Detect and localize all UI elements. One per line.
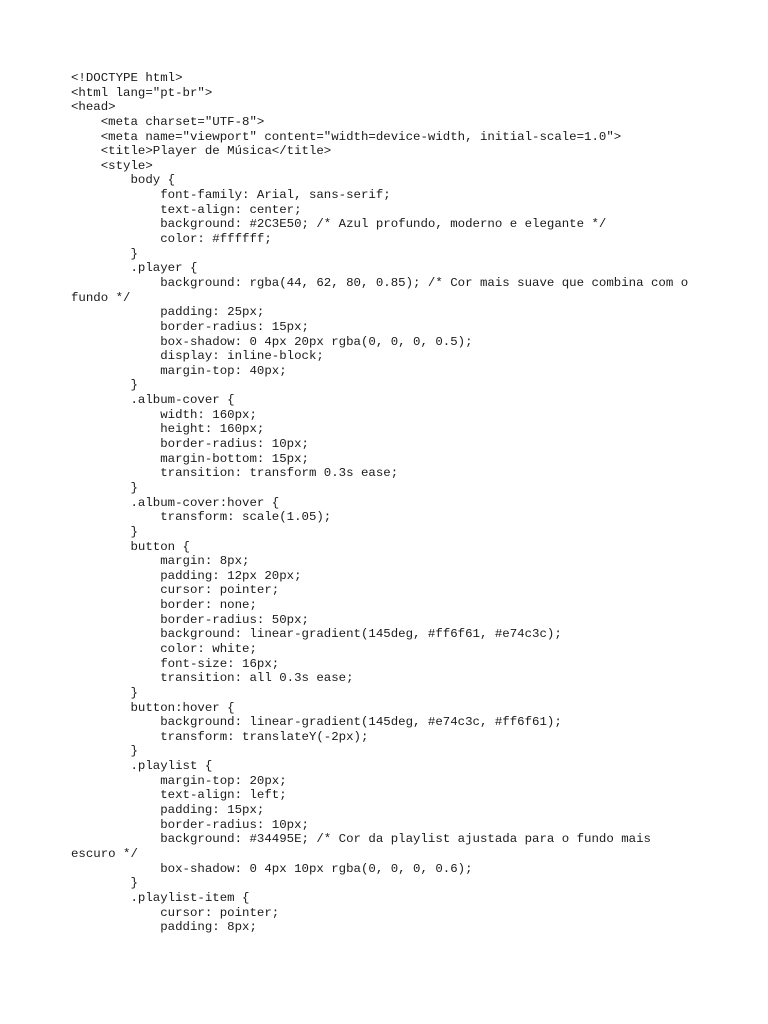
code-line: text-align: left; [71, 788, 287, 803]
code-line: font-size: 16px; [71, 656, 280, 671]
code-line: text-align: center; [71, 202, 302, 217]
code-line: border-radius: 50px; [71, 612, 309, 627]
code-line: padding: 8px; [71, 920, 257, 935]
code-line: margin-bottom: 15px; [71, 451, 309, 466]
code-line: <!DOCTYPE html> [71, 71, 183, 85]
code-line: border-radius: 10px; [71, 437, 309, 452]
code-line: transition: all 0.3s ease; [71, 671, 354, 686]
code-line: transition: transform 0.3s ease; [71, 466, 399, 481]
code-line: escuro */ [71, 846, 138, 861]
code-line: background: rgba(44, 62, 80, 0.85); /* Cor mais suave que combina com o [71, 275, 689, 290]
code-line: <head> [71, 100, 116, 115]
code-line: margin-top: 40px; [71, 363, 287, 378]
code-line: transform: translateY(-2px); [71, 729, 369, 744]
code-line: } [71, 524, 138, 539]
code-line: button { [71, 539, 190, 554]
code-line: } [71, 480, 138, 495]
code-line: } [71, 744, 138, 759]
code-line: } [71, 876, 138, 891]
code-line: } [71, 685, 138, 700]
code-line: border: none; [71, 598, 257, 613]
code-line: border-radius: 10px; [71, 817, 309, 832]
code-line: box-shadow: 0 4px 10px rgba(0, 0, 0, 0.6); [71, 861, 473, 876]
code-line: } [71, 246, 138, 261]
code-line: fundo */ [71, 290, 131, 305]
code-line: <title>Player de Música</title> [71, 144, 332, 159]
code-line: color: white; [71, 641, 257, 656]
code-line: .playlist-item { [71, 890, 250, 905]
code-line: margin: 8px; [71, 554, 250, 569]
code-line: height: 160px; [71, 422, 265, 437]
code-line: display: inline-block; [71, 349, 324, 364]
code-line: .playlist { [71, 759, 213, 774]
code-line: background: #34495E; /* Cor da playlist ajustada para o fundo mais [71, 832, 651, 847]
code-line: cursor: pointer; [71, 583, 280, 598]
code-line: box-shadow: 0 4px 20px rgba(0, 0, 0, 0.5); [71, 334, 473, 349]
code-line: font-family: Arial, sans-serif; [71, 188, 391, 203]
code-line: background: linear-gradient(145deg, #e74c3c, #ff6f61); [71, 715, 562, 730]
code-line: padding: 15px; [71, 803, 265, 818]
code-line: transform: scale(1.05); [71, 510, 332, 525]
code-line: <html lang="pt-br"> [71, 85, 213, 100]
code-line: border-radius: 15px; [71, 319, 309, 334]
code-line: background: linear-gradient(145deg, #ff6f61, #e74c3c); [71, 627, 562, 642]
code-line: .album-cover:hover { [71, 495, 280, 510]
code-line: width: 160px; [71, 407, 257, 422]
code-line: color: #ffffff; [71, 232, 272, 247]
code-line: .player { [71, 261, 198, 276]
code-line: background: #2C3E50; /* Azul profundo, moderno e elegante */ [71, 217, 607, 232]
code-line: <meta charset="UTF-8"> [71, 114, 265, 129]
code-line: padding: 25px; [71, 305, 265, 320]
code-line: <style> [71, 158, 153, 173]
code-line: cursor: pointer; [71, 905, 280, 920]
code-line: <meta name="viewport" content="width=device-width, initial-scale=1.0"> [71, 129, 622, 144]
code-line: .album-cover { [71, 393, 235, 408]
code-line: padding: 12px 20px; [71, 568, 302, 583]
code-line: button:hover { [71, 700, 235, 715]
code-line: margin-top: 20px; [71, 773, 287, 788]
document-page [71, 71, 731, 935]
code-line: } [71, 378, 138, 393]
code-line: body { [71, 173, 176, 188]
